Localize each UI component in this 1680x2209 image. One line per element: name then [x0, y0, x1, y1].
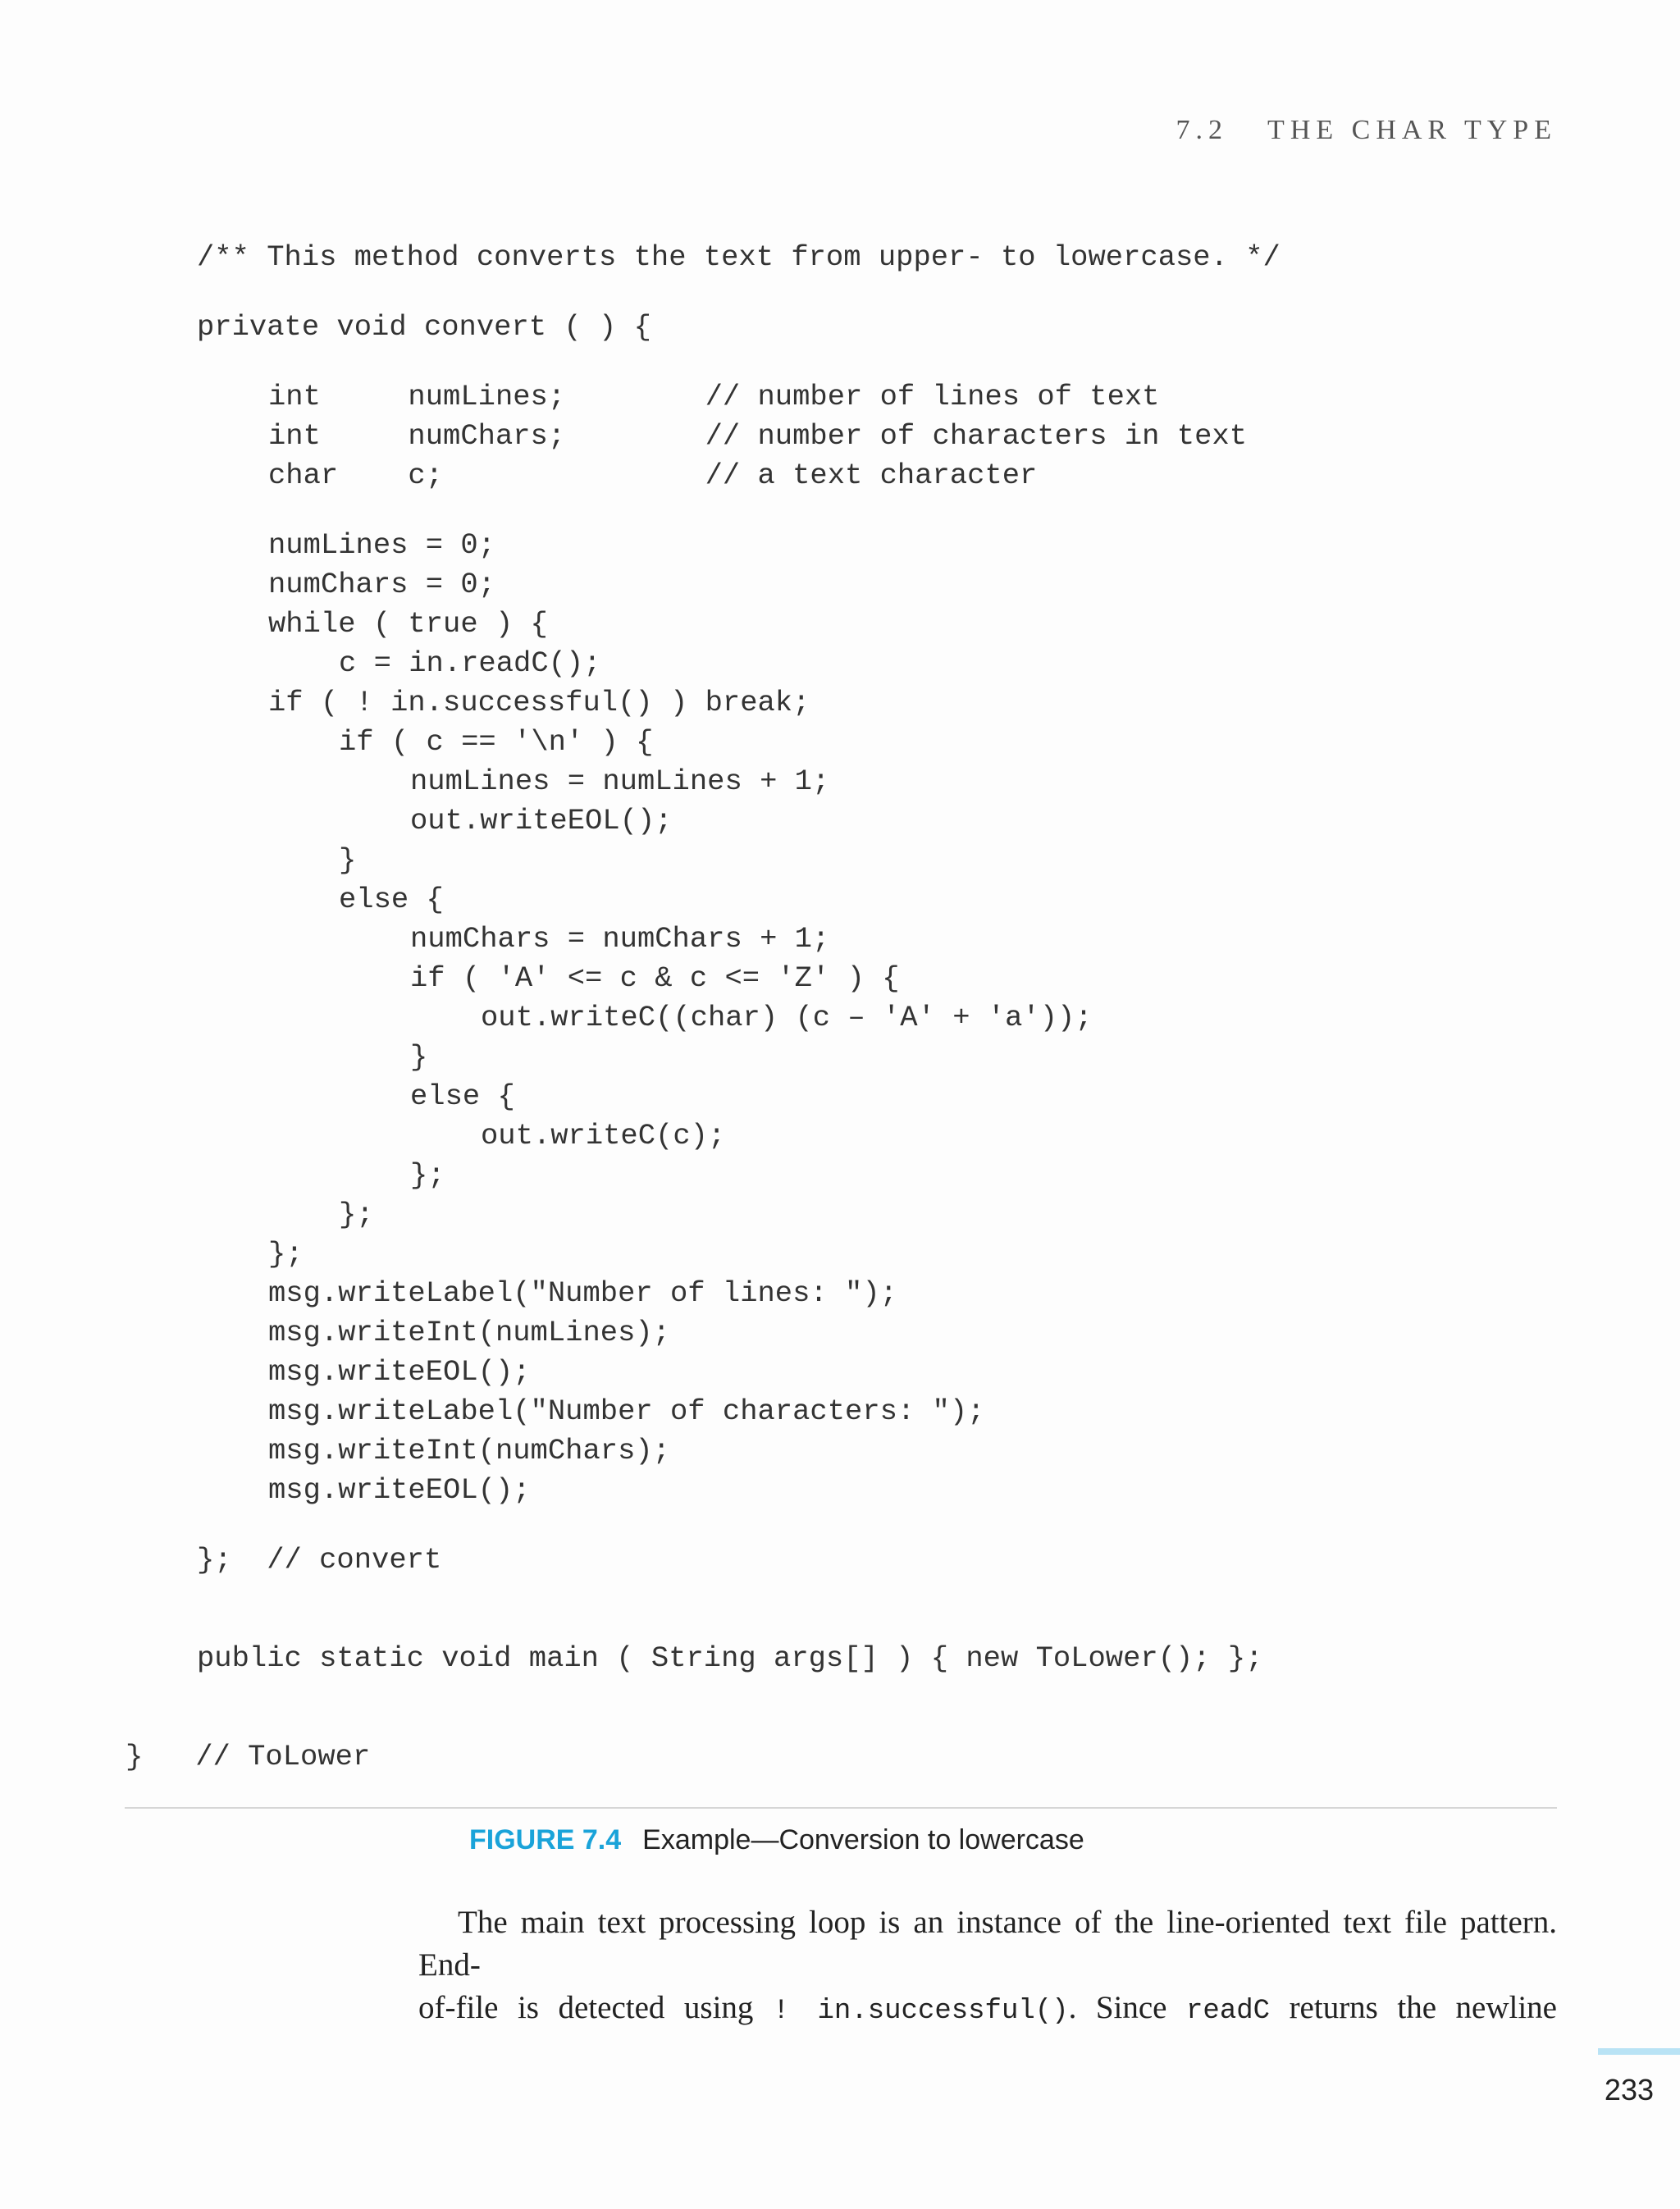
code-line: c = in.readC();: [339, 646, 601, 680]
code-line: msg.writeInt(numLines);: [268, 1316, 670, 1349]
figure-label: FIGURE 7.4: [469, 1824, 622, 1855]
code-line: numLines = 0;: [268, 528, 495, 562]
code-line: if ( ! in.successful() ) break;: [268, 686, 810, 719]
code-line: numChars = numChars + 1;: [410, 922, 830, 956]
code-line: while ( true ) {: [268, 607, 548, 641]
inline-code: ! in.successful(): [772, 1996, 1069, 2027]
code-line: }: [410, 1040, 428, 1074]
body-line: The main text processing loop is an instance of the line-oriented text file pattern. End-: [418, 1905, 1557, 1983]
code-line: out.writeEOL();: [410, 804, 673, 838]
body-text: returns the newline: [1270, 1990, 1557, 2025]
code-line: char c; // a text character: [268, 459, 1038, 492]
figure-caption: [469, 1824, 1084, 1856]
code-line: out.writeC((char) (c – 'A' + 'a'));: [481, 1001, 1093, 1034]
code-line: public static void main ( String args[] ) { new ToLower(); };: [197, 1641, 1263, 1675]
page-number: 233: [1604, 2073, 1654, 2106]
code-line: msg.writeEOL();: [268, 1473, 531, 1507]
code-line: if ( c == '\n' ) {: [339, 725, 654, 759]
figure-caption-text: Example—Conversion to lowercase: [642, 1824, 1084, 1855]
running-head: [1176, 115, 1557, 146]
page-tab-marker: [1598, 2048, 1680, 2055]
code-line: };: [410, 1158, 445, 1192]
code-line: private void convert ( ) {: [197, 310, 651, 344]
code-line: msg.writeInt(numChars);: [268, 1434, 670, 1467]
code-line: }; // convert: [197, 1543, 442, 1577]
body-paragraph: [418, 1901, 1557, 2033]
code-line: else {: [410, 1079, 515, 1113]
section-number: 7.2: [1176, 115, 1229, 145]
body-line: [418, 1987, 1557, 2033]
code-line: /** This method converts the text from upper- to lowercase. */: [197, 240, 1281, 274]
code-line: int numChars; // number of characters in text: [268, 419, 1247, 453]
code-line: numChars = 0;: [268, 568, 495, 601]
code-line: }: [339, 843, 357, 877]
inline-code: readC: [1186, 1996, 1271, 2027]
figure-divider: [125, 1807, 1557, 1809]
code-line: msg.writeEOL();: [268, 1355, 531, 1389]
code-line: else {: [339, 883, 444, 916]
code-line: if ( 'A' <= c & c <= 'Z' ) {: [410, 961, 900, 995]
code-line: } // ToLower: [126, 1740, 371, 1773]
body-text: of-file is detected using: [418, 1990, 773, 2025]
code-line: int numLines; // number of lines of text: [268, 380, 1160, 413]
code-line: numLines = numLines + 1;: [410, 764, 830, 798]
code-line: };: [339, 1198, 374, 1231]
code-line: msg.writeLabel("Number of lines: ");: [268, 1276, 897, 1310]
chapter-title: THE CHAR TYPE: [1267, 115, 1557, 145]
code-line: };: [268, 1237, 304, 1271]
code-line: out.writeC(c);: [481, 1119, 726, 1152]
body-text: . Since: [1068, 1990, 1187, 2025]
code-line: msg.writeLabel("Number of characters: ");: [268, 1394, 985, 1428]
